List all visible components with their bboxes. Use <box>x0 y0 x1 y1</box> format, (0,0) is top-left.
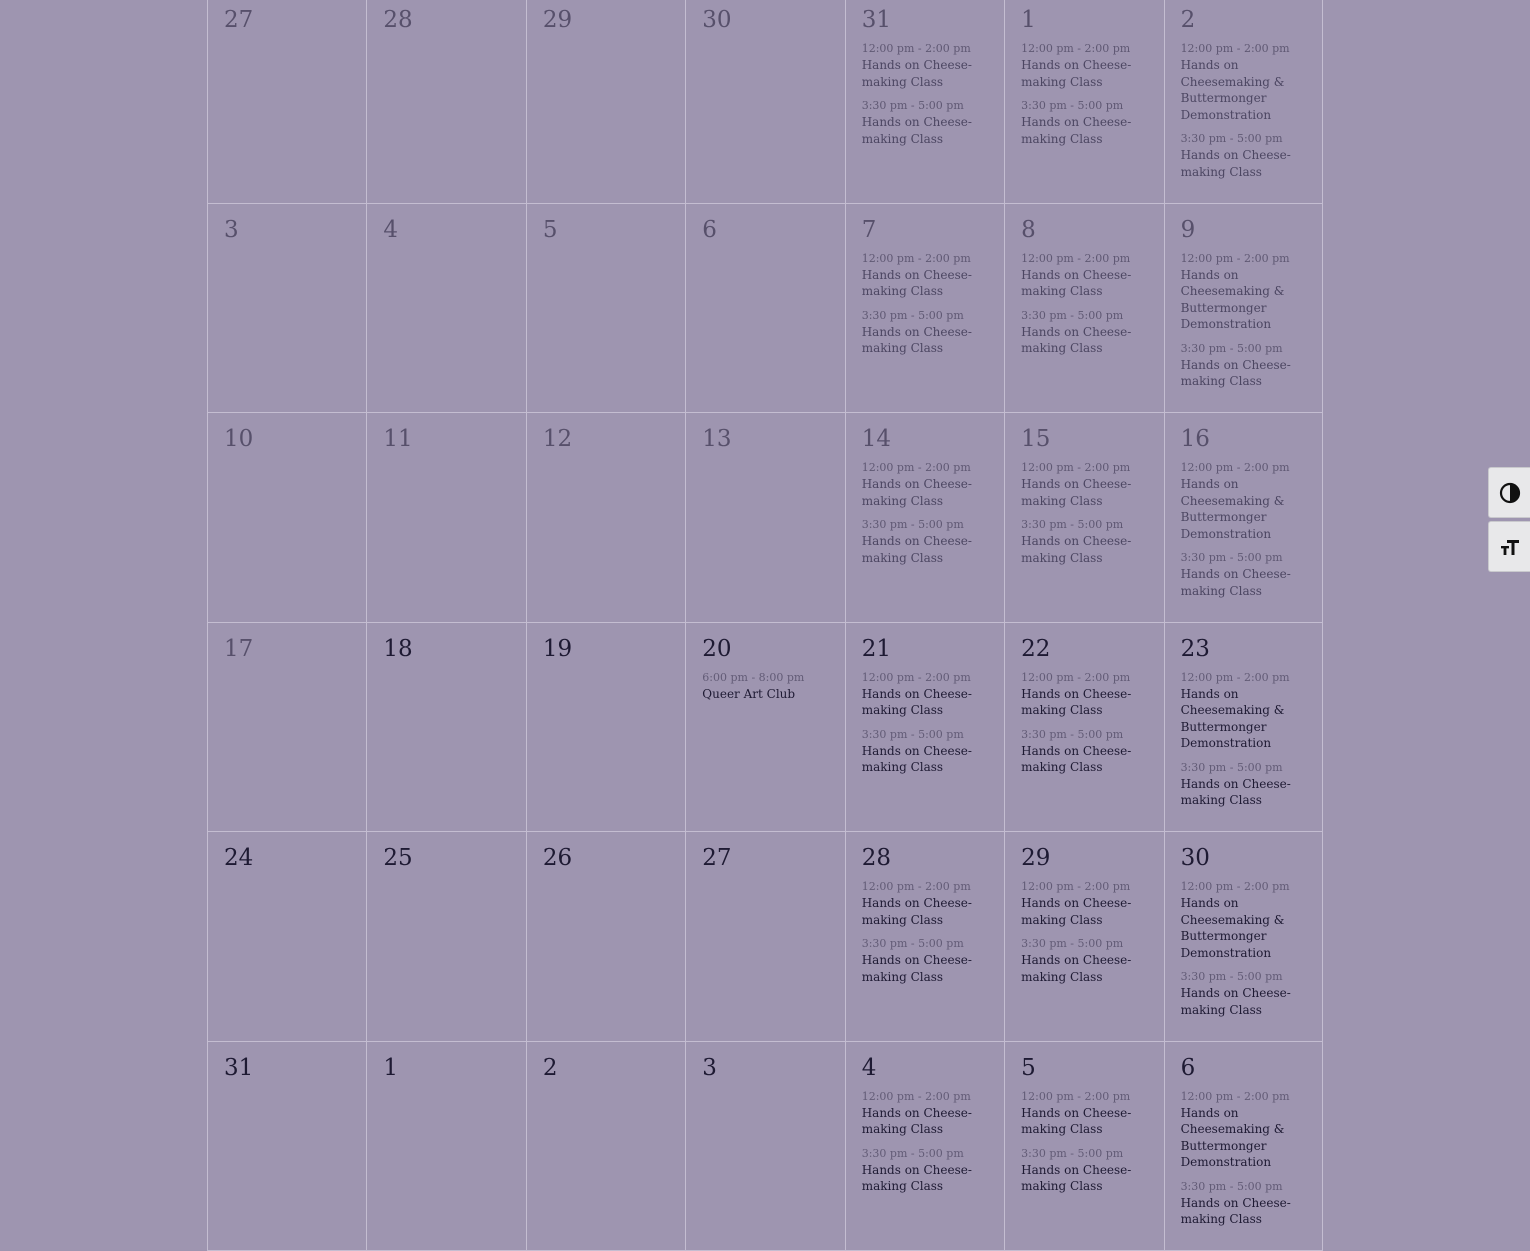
calendar-day-cell <box>1164 0 1323 204</box>
calendar-day-cell <box>526 204 685 414</box>
event-title-link[interactable]: Hands on Cheese-making Class <box>862 743 990 776</box>
event-time: 3:30 pm - 5:00 pm <box>1181 760 1308 776</box>
calendar-event <box>862 308 990 357</box>
event-time: 3:30 pm - 5:00 pm <box>1181 341 1308 357</box>
event-time: 12:00 pm - 2:00 pm <box>1021 41 1149 57</box>
event-time: 12:00 pm - 2:00 pm <box>1021 879 1149 895</box>
toggle-font-size-button[interactable] <box>1488 521 1530 572</box>
event-time: 12:00 pm - 2:00 pm <box>1181 251 1308 267</box>
day-number-link[interactable]: 2 <box>543 1050 671 1086</box>
event-title-link[interactable]: Hands on Cheesemaking & Buttermonger Demonstration <box>1181 267 1308 333</box>
event-time: 12:00 pm - 2:00 pm <box>862 460 990 476</box>
event-time: 12:00 pm - 2:00 pm <box>1021 251 1149 267</box>
event-title-link[interactable]: Hands on Cheese-making Class <box>862 952 990 985</box>
day-number-link[interactable]: 22 <box>1021 631 1149 667</box>
day-number-link[interactable]: 8 <box>1021 212 1149 248</box>
day-number-link[interactable]: 5 <box>1021 1050 1149 1086</box>
calendar-day-cell <box>685 413 844 623</box>
calendar-event <box>1021 41 1149 90</box>
calendar-event <box>862 936 990 985</box>
event-title-link[interactable]: Hands on Cheese-making Class <box>1181 566 1308 599</box>
calendar-event <box>1021 1146 1149 1195</box>
calendar-event <box>862 41 990 90</box>
event-time: 3:30 pm - 5:00 pm <box>1021 517 1149 533</box>
calendar-day-cell <box>526 832 685 1042</box>
calendar-day-cell <box>1164 204 1323 414</box>
calendar-day-cell <box>207 204 366 414</box>
contrast-icon <box>1498 481 1522 505</box>
calendar-event <box>1181 341 1308 390</box>
day-number-link[interactable]: 29 <box>1021 840 1149 876</box>
calendar-event <box>1181 879 1308 961</box>
calendar-event <box>862 727 990 776</box>
calendar-event <box>1181 251 1308 333</box>
calendar-day-cell <box>207 0 366 204</box>
day-number-link[interactable]: 23 <box>1181 631 1308 667</box>
event-time: 3:30 pm - 5:00 pm <box>862 1146 990 1162</box>
calendar-day-cell <box>1164 413 1323 623</box>
event-title-link[interactable]: Hands on Cheese-making Class <box>1021 267 1149 300</box>
day-number-link[interactable]: 31 <box>224 1050 352 1086</box>
calendar-day-cell <box>1164 832 1323 1042</box>
event-title-link[interactable]: Hands on Cheese-making Class <box>1021 743 1149 776</box>
calendar-day-cell <box>366 832 525 1042</box>
day-number-link[interactable]: 16 <box>1181 421 1308 457</box>
event-time: 3:30 pm - 5:00 pm <box>1181 550 1308 566</box>
event-time: 3:30 pm - 5:00 pm <box>1181 969 1308 985</box>
calendar-day-cell <box>845 0 1004 204</box>
day-number-link[interactable]: 30 <box>1181 840 1308 876</box>
event-title-link[interactable]: Hands on Cheese-making Class <box>862 114 990 147</box>
event-time: 3:30 pm - 5:00 pm <box>1021 308 1149 324</box>
day-number-link[interactable]: 30 <box>702 2 830 38</box>
event-title-link[interactable]: Hands on Cheese-making Class <box>1021 57 1149 90</box>
day-number-link[interactable]: 28 <box>383 2 511 38</box>
event-title-link[interactable]: Hands on Cheesemaking & Buttermonger Demonstration <box>1181 476 1308 542</box>
event-title-link[interactable]: Hands on Cheese-making Class <box>1021 952 1149 985</box>
event-time: 3:30 pm - 5:00 pm <box>1021 1146 1149 1162</box>
event-title-link[interactable]: Hands on Cheese-making Class <box>862 686 990 719</box>
day-number-link[interactable]: 29 <box>543 2 671 38</box>
day-number-link[interactable]: 3 <box>224 212 352 248</box>
event-title-link[interactable]: Hands on Cheese-making Class <box>1021 533 1149 566</box>
calendar-event <box>862 670 990 719</box>
calendar-event <box>1021 517 1149 566</box>
calendar-day-cell <box>526 413 685 623</box>
event-time: 12:00 pm - 2:00 pm <box>1181 460 1308 476</box>
calendar-day-cell <box>366 623 525 833</box>
event-title-link[interactable]: Hands on Cheesemaking & Buttermonger Demonstration <box>1181 1105 1308 1171</box>
calendar-event <box>1181 460 1308 542</box>
event-time: 12:00 pm - 2:00 pm <box>862 41 990 57</box>
calendar-day-cell <box>366 0 525 204</box>
toggle-high-contrast-button[interactable] <box>1488 467 1530 518</box>
calendar-event <box>1021 936 1149 985</box>
calendar-day-cell <box>685 623 844 833</box>
calendar-day-cell <box>1164 1042 1323 1251</box>
event-title-link[interactable]: Hands on Cheese-making Class <box>1181 985 1308 1018</box>
calendar-day-cell <box>1004 1042 1163 1251</box>
event-title-link[interactable]: Hands on Cheese-making Class <box>1181 776 1308 809</box>
day-number-link[interactable]: 6 <box>1181 1050 1308 1086</box>
calendar-event <box>862 460 990 509</box>
calendar-day-cell <box>207 623 366 833</box>
calendar-day-cell <box>526 623 685 833</box>
calendar-day-cell <box>366 1042 525 1251</box>
calendar-day-cell <box>526 0 685 204</box>
calendar-event <box>862 1089 990 1138</box>
calendar-day-cell <box>685 832 844 1042</box>
day-number-link[interactable]: 28 <box>862 840 990 876</box>
calendar-event <box>1181 131 1308 180</box>
event-time: 12:00 pm - 2:00 pm <box>1021 460 1149 476</box>
day-number-link[interactable]: 26 <box>543 840 671 876</box>
event-time: 6:00 pm - 8:00 pm <box>702 670 830 686</box>
calendar-day-cell <box>1004 413 1163 623</box>
event-title-link[interactable]: Hands on Cheese-making Class <box>862 57 990 90</box>
event-title-link[interactable]: Hands on Cheese-making Class <box>1021 324 1149 357</box>
day-number-link[interactable]: 24 <box>224 840 352 876</box>
day-number-link[interactable]: 13 <box>702 421 830 457</box>
event-title-link[interactable]: Hands on Cheese-making Class <box>1021 686 1149 719</box>
calendar-day-cell <box>1004 623 1163 833</box>
event-time: 12:00 pm - 2:00 pm <box>1021 1089 1149 1105</box>
day-number-link[interactable]: 31 <box>862 2 990 38</box>
month-calendar-grid <box>207 0 1323 1251</box>
calendar-day-cell <box>526 1042 685 1251</box>
event-title-link[interactable]: Queer Art Club <box>702 686 830 703</box>
day-number-link[interactable]: 1 <box>1021 2 1149 38</box>
calendar-event <box>1021 1089 1149 1138</box>
event-time: 3:30 pm - 5:00 pm <box>1181 131 1308 147</box>
calendar-event <box>1021 670 1149 719</box>
day-number-link[interactable]: 4 <box>862 1050 990 1086</box>
calendar-event <box>862 98 990 147</box>
calendar-event <box>1181 1179 1308 1228</box>
event-time: 3:30 pm - 5:00 pm <box>1181 1179 1308 1195</box>
event-title-link[interactable]: Hands on Cheese-making Class <box>862 324 990 357</box>
day-number-link[interactable]: 1 <box>383 1050 511 1086</box>
event-time: 3:30 pm - 5:00 pm <box>1021 727 1149 743</box>
calendar-day-cell <box>845 204 1004 414</box>
calendar-day-cell <box>685 0 844 204</box>
event-title-link[interactable]: Hands on Cheese-making Class <box>1021 476 1149 509</box>
calendar-event <box>702 670 830 703</box>
calendar-event <box>1181 760 1308 809</box>
event-title-link[interactable]: Hands on Cheesemaking & Buttermonger Demonstration <box>1181 895 1308 961</box>
event-title-link[interactable]: Hands on Cheese-making Class <box>862 1105 990 1138</box>
event-title-link[interactable]: Hands on Cheese-making Class <box>1021 895 1149 928</box>
calendar-day-cell <box>845 832 1004 1042</box>
calendar-event <box>1181 1089 1308 1171</box>
calendar-event <box>1181 550 1308 599</box>
event-title-link[interactable]: Hands on Cheese-making Class <box>862 533 990 566</box>
day-number-link[interactable]: 10 <box>224 421 352 457</box>
event-title-link[interactable]: Hands on Cheese-making Class <box>1181 357 1308 390</box>
calendar-event <box>1021 460 1149 509</box>
calendar-event <box>1021 251 1149 300</box>
event-title-link[interactable]: Hands on Cheesemaking & Buttermonger Demonstration <box>1181 57 1308 123</box>
calendar-event <box>862 251 990 300</box>
calendar-day-cell <box>207 832 366 1042</box>
event-title-link[interactable]: Hands on Cheese-making Class <box>862 267 990 300</box>
event-title-link[interactable]: Hands on Cheese-making Class <box>1021 1162 1149 1195</box>
event-time: 12:00 pm - 2:00 pm <box>862 1089 990 1105</box>
day-number-link[interactable]: 20 <box>702 631 830 667</box>
day-number-link[interactable]: 3 <box>702 1050 830 1086</box>
calendar-day-cell <box>685 204 844 414</box>
event-time: 12:00 pm - 2:00 pm <box>862 879 990 895</box>
day-number-link[interactable]: 2 <box>1181 2 1308 38</box>
day-number-link[interactable]: 14 <box>862 421 990 457</box>
day-number-link[interactable]: 11 <box>383 421 511 457</box>
calendar-day-cell <box>366 204 525 414</box>
event-time: 3:30 pm - 5:00 pm <box>862 936 990 952</box>
day-number-link[interactable]: 27 <box>224 2 352 38</box>
calendar-event <box>1021 727 1149 776</box>
calendar-day-cell <box>1004 832 1163 1042</box>
event-time: 3:30 pm - 5:00 pm <box>1021 936 1149 952</box>
event-time: 3:30 pm - 5:00 pm <box>862 517 990 533</box>
event-title-link[interactable]: Hands on Cheese-making Class <box>1181 147 1308 180</box>
day-number-link[interactable]: 27 <box>702 840 830 876</box>
day-number-link[interactable]: 19 <box>543 631 671 667</box>
event-title-link[interactable]: Hands on Cheese-making Class <box>862 895 990 928</box>
day-number-link[interactable]: 18 <box>383 631 511 667</box>
calendar-day-cell <box>845 1042 1004 1251</box>
calendar-day-cell <box>845 623 1004 833</box>
event-title-link[interactable]: Hands on Cheese-making Class <box>862 1162 990 1195</box>
calendar-day-cell <box>366 413 525 623</box>
calendar-day-cell <box>685 1042 844 1251</box>
event-time: 3:30 pm - 5:00 pm <box>862 727 990 743</box>
calendar-event <box>1021 308 1149 357</box>
calendar-day-cell <box>207 413 366 623</box>
calendar-day-cell <box>1164 623 1323 833</box>
event-time: 12:00 pm - 2:00 pm <box>1181 879 1308 895</box>
accessibility-toolbar <box>1488 467 1530 575</box>
day-number-link[interactable]: 6 <box>702 212 830 248</box>
event-time: 3:30 pm - 5:00 pm <box>1021 98 1149 114</box>
event-time: 3:30 pm - 5:00 pm <box>862 98 990 114</box>
day-number-link[interactable]: 15 <box>1021 421 1149 457</box>
event-time: 3:30 pm - 5:00 pm <box>862 308 990 324</box>
event-time: 12:00 pm - 2:00 pm <box>1181 670 1308 686</box>
event-time: 12:00 pm - 2:00 pm <box>862 670 990 686</box>
calendar-event <box>1181 670 1308 752</box>
calendar-event <box>862 517 990 566</box>
event-time: 12:00 pm - 2:00 pm <box>1181 41 1308 57</box>
calendar-event <box>862 1146 990 1195</box>
event-time: 12:00 pm - 2:00 pm <box>1021 670 1149 686</box>
day-number-link[interactable]: 25 <box>383 840 511 876</box>
calendar-event <box>862 879 990 928</box>
event-title-link[interactable]: Hands on Cheese-making Class <box>862 476 990 509</box>
day-number-link[interactable]: 12 <box>543 421 671 457</box>
calendar-event <box>1021 98 1149 147</box>
day-number-link[interactable]: 9 <box>1181 212 1308 248</box>
event-title-link[interactable]: Hands on Cheese-making Class <box>1021 114 1149 147</box>
day-number-link[interactable]: 17 <box>224 631 352 667</box>
calendar-event <box>1181 41 1308 123</box>
calendar-day-cell <box>1004 0 1163 204</box>
calendar-day-cell <box>207 1042 366 1251</box>
event-time: 12:00 pm - 2:00 pm <box>1181 1089 1308 1105</box>
calendar-event <box>1181 969 1308 1018</box>
day-number-link[interactable]: 21 <box>862 631 990 667</box>
event-title-link[interactable]: Hands on Cheese-making Class <box>1181 1195 1308 1228</box>
calendar-event <box>1021 879 1149 928</box>
calendar-day-cell <box>1004 204 1163 414</box>
day-number-link[interactable]: 4 <box>383 212 511 248</box>
font-size-icon <box>1498 535 1522 559</box>
day-number-link[interactable]: 5 <box>543 212 671 248</box>
calendar-day-cell <box>845 413 1004 623</box>
event-time: 12:00 pm - 2:00 pm <box>862 251 990 267</box>
event-title-link[interactable]: Hands on Cheese-making Class <box>1021 1105 1149 1138</box>
event-title-link[interactable]: Hands on Cheesemaking & Buttermonger Demonstration <box>1181 686 1308 752</box>
day-number-link[interactable]: 7 <box>862 212 990 248</box>
